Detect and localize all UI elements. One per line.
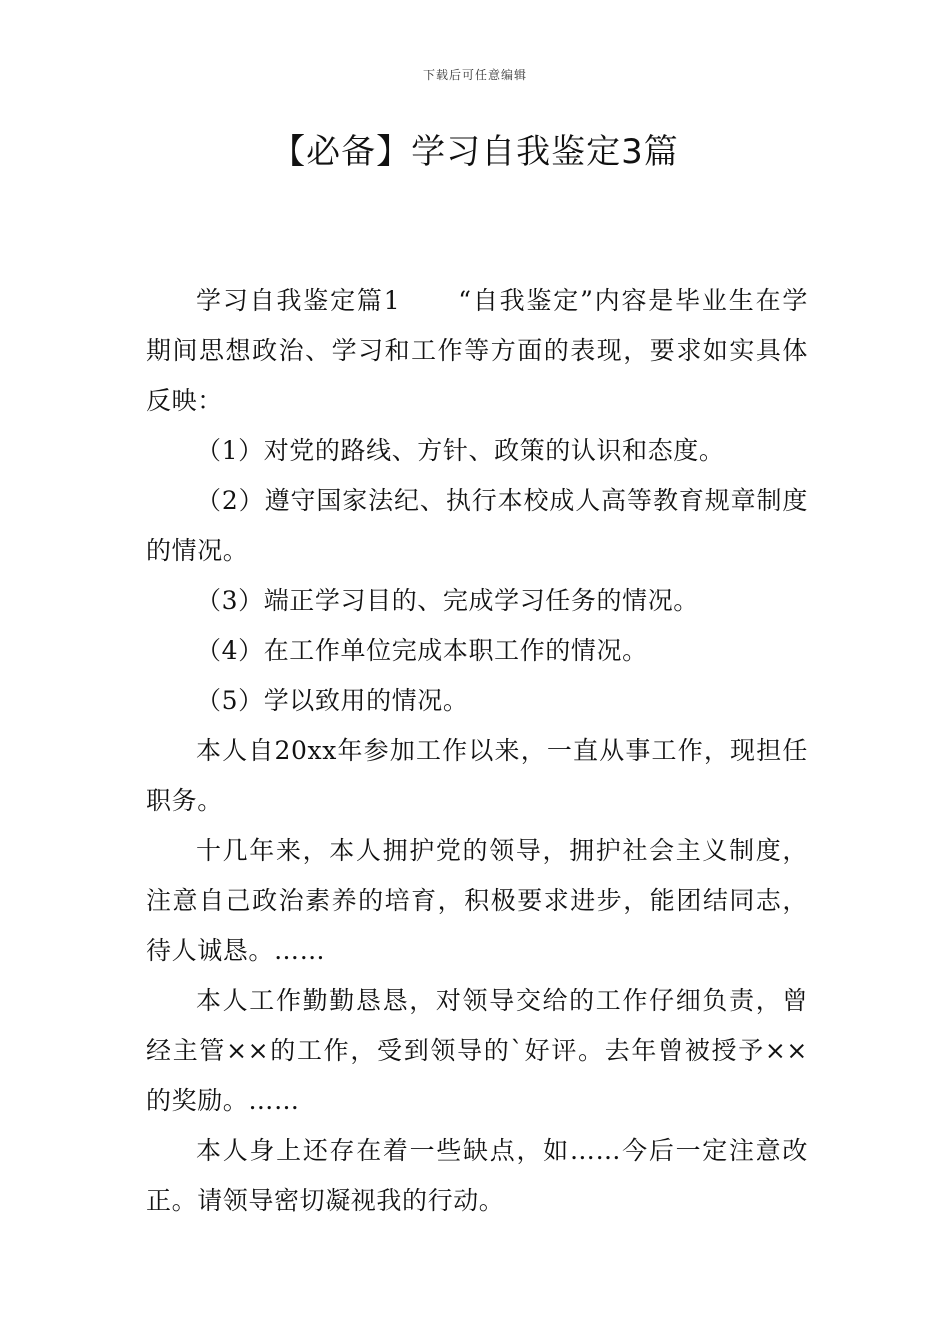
paragraph-work-attitude: 本人工作勤勤恳恳，对领导交给的工作仔细负责，曾经主管××的工作，受到领导的`好评。去年曾被授予××的奖励。…… [146, 986, 808, 1115]
header-note: 下载后可任意编辑 [422, 68, 527, 82]
paragraph-shortcomings: 本人身上还存在着一些缺点，如……今后一定注意改正。请领导密切凝视我的行动。 [146, 1136, 808, 1215]
paragraph-political: 十几年来，本人拥护党的领导，拥护社会主义制度，注意自己政治素养的培育，积极要求进步，能团结同志，待人诚恳。…… [146, 836, 808, 965]
paragraph-work-history: 本人自20xx年参加工作以来，一直从事工作，现担任职务。 [146, 736, 808, 815]
section-heading: 学习自我鉴定篇1 [196, 286, 401, 315]
paragraph-intro [146, 276, 808, 426]
paragraph-item-3: （3）端正学习目的、完成学习任务的情况。 [196, 586, 699, 615]
document-body [146, 276, 808, 1226]
paragraph-item-4: （4）在工作单位完成本职工作的情况。 [196, 636, 648, 665]
paragraph-item-5: （5）学以致用的情况。 [196, 686, 469, 715]
document-title: 【必备】学习自我鉴定3篇 [271, 132, 679, 172]
paragraph-text: “自我鉴定”内容是毕业生在学期间思想政治、学习和工作等方面的表现，要求如实具体反映： [146, 286, 808, 415]
paragraph-item-2: （2）遵守国家法纪、执行本校成人高等教育规章制度的情况。 [146, 486, 808, 565]
paragraph-item-1: （1）对党的路线、方针、政策的认识和态度。 [196, 436, 725, 465]
